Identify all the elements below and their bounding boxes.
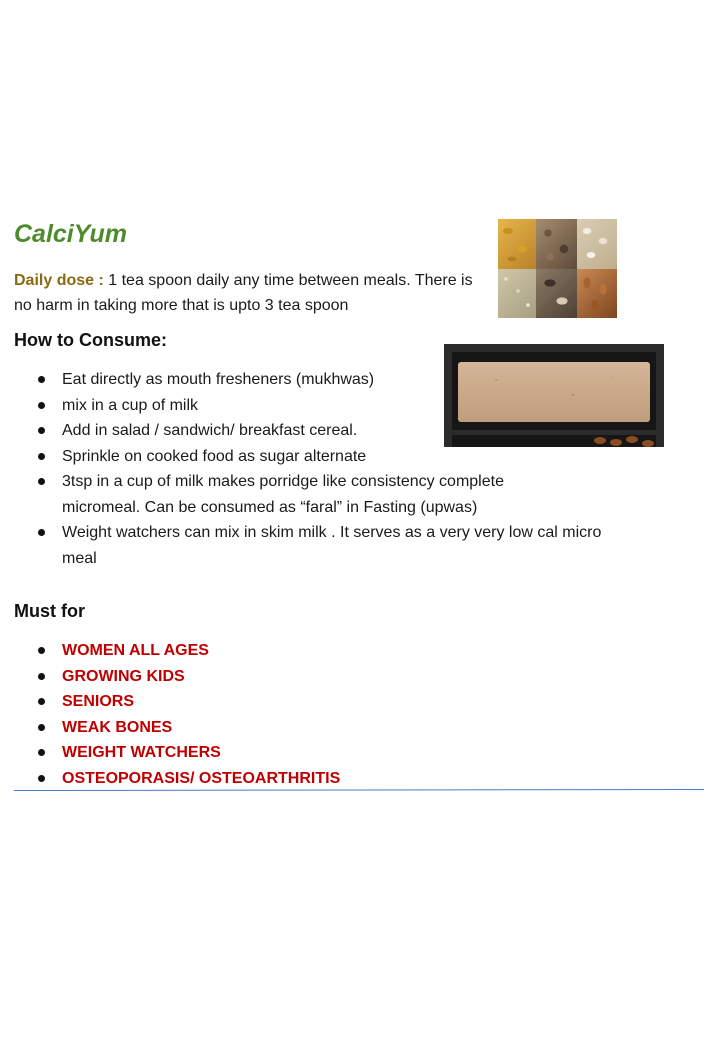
list-item: 3tsp in a cup of milk makes porridge like consistency complete micromeal. Can be consumed as “faral” in Fasting (upwas)	[14, 469, 542, 520]
nut-photo-tile	[498, 219, 536, 269]
nut-photo-tile	[577, 269, 617, 318]
bullet-icon	[38, 724, 45, 731]
list-item: WOMEN ALL AGES	[14, 638, 574, 664]
list-item: GROWING KIDS	[14, 664, 574, 690]
how-to-consume-heading: How to Consume:	[14, 330, 167, 350]
bullet-icon	[38, 775, 45, 782]
must-for-heading: Must for	[14, 601, 85, 621]
daily-dose-paragraph	[14, 268, 489, 318]
list-item: Add in salad / sandwich/ breakfast cereal.	[14, 418, 614, 444]
bullet-icon	[38, 529, 45, 536]
almond	[642, 440, 654, 447]
tray-edge	[444, 344, 664, 352]
nut-photo-tile	[536, 219, 577, 269]
bullet-icon	[38, 749, 45, 756]
list-item: Eat directly as mouth fresheners (mukhwas)	[14, 367, 614, 393]
daily-dose-text: 1 tea spoon daily any time between meals. There is no harm in taking more that is upto 3 tea spoon	[14, 272, 473, 314]
list-item: Weight watchers can mix in skim milk . It serves as a very very low cal micro meal	[14, 520, 602, 571]
daily-dose-label: Daily dose :	[14, 272, 104, 289]
bullet-icon	[38, 478, 45, 485]
product-title: CalciYum	[14, 220, 128, 248]
must-for-list	[14, 638, 574, 791]
bullet-icon	[38, 647, 45, 654]
almond	[626, 436, 638, 443]
bullet-icon	[38, 453, 45, 460]
nut-photo-tile	[536, 269, 577, 318]
list-item: WEIGHT WATCHERS	[14, 740, 574, 766]
bullet-icon	[38, 376, 45, 383]
bullet-icon	[38, 673, 45, 680]
bullet-icon	[38, 698, 45, 705]
bullet-icon	[38, 427, 45, 434]
nut-photo-tile	[577, 219, 617, 269]
list-item: mix in a cup of milk	[14, 393, 614, 419]
how-to-consume-list	[14, 367, 614, 571]
bullet-icon	[38, 402, 45, 409]
list-item: SENIORS	[14, 689, 574, 715]
nut-photo-tile	[498, 269, 536, 318]
list-item: WEAK BONES	[14, 715, 574, 741]
list-item: Sprinkle on cooked food as sugar alternate	[14, 444, 614, 470]
nuts-seeds-photo	[498, 219, 617, 318]
list-item: OSTEOPORASIS/ OSTEOARTHRITIS	[14, 766, 574, 792]
